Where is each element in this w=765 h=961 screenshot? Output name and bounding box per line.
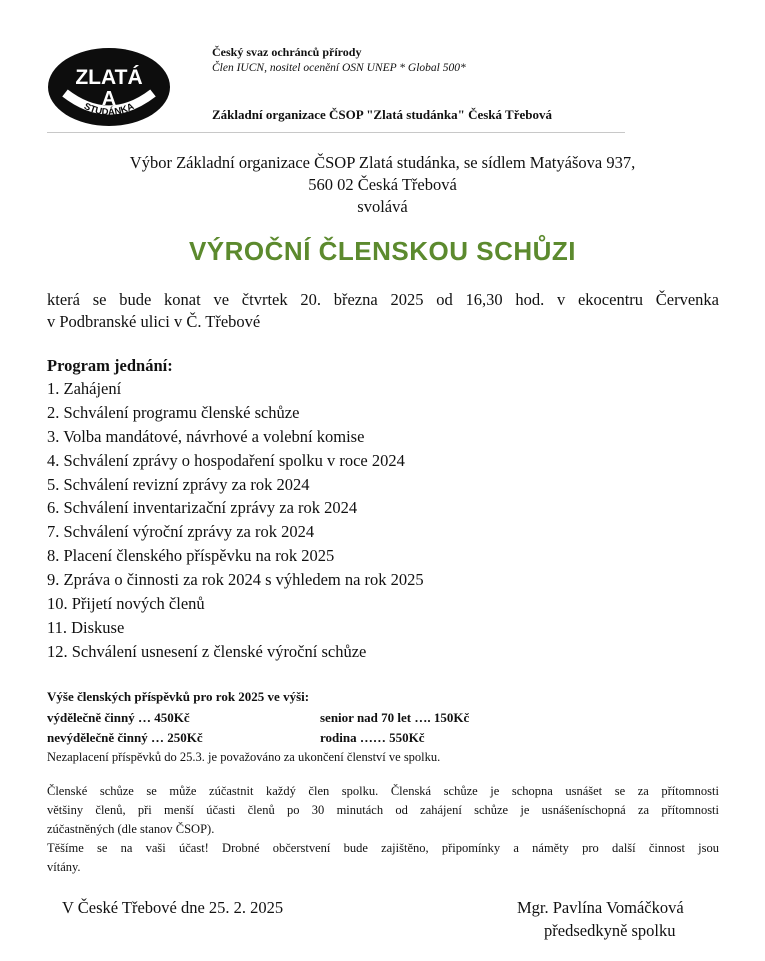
fee-earning: výdělečně činný … 450Kč <box>47 710 190 725</box>
program-item: 9. Zpráva o činnosti za rok 2024 s výhledem na rok 2025 <box>47 570 424 589</box>
signatory-role: předsedkyně spolku <box>544 921 676 940</box>
place-date: V České Třebové dne 25. 2. 2025 <box>62 898 284 917</box>
rules-line-4: Těšíme se na vaši účast! Drobné občerstvení bude zajištěno, připomínky a náměty pro další činnost jsou <box>47 841 719 855</box>
intro-line-3: svolává <box>357 197 408 216</box>
header-divider <box>47 132 625 133</box>
signatory-name: Mgr. Pavlína Vomáčková <box>517 898 684 917</box>
logo-word-top: ZLATÁ <box>75 66 143 89</box>
rules-line-1: Členské schůze se může zúčastnit každý člen spolku. Členská schůze je schopna usnášet se za přítomnosti <box>47 784 719 798</box>
rules-line-2: většiny členů, při menší účasti členů po 30 minutách od zahájení schůze je usnášeníschopná za přítomnosti <box>47 803 719 817</box>
meeting-info-line-2: v Podbranské ulici v Č. Třebové <box>47 312 261 331</box>
program-heading: Program jednání: <box>47 356 173 375</box>
program-item: 10. Přijetí nových členů <box>47 594 205 613</box>
meeting-info-line-1: která se bude konat ve čtvrtek 20. března 2025 od 16,30 hod. v ekocentru Červenka <box>47 290 719 309</box>
program-item: 2. Schválení programu členské schůze <box>47 403 300 422</box>
fees-note: Nezaplacení příspěvků do 25.3. je považováno za ukončení členství ve spolku. <box>47 750 441 764</box>
org-membership: Člen IUCN, nositel ocenění OSN UNEP * Global 500* <box>212 62 466 74</box>
logo-letter-mark: A <box>101 88 117 110</box>
rules-line-5: vítány. <box>47 860 81 874</box>
intro-line-2: 560 02 Česká Třebová <box>308 175 457 194</box>
program-item: 5. Schválení revizní zprávy za rok 2024 <box>47 475 310 494</box>
program-item: 8. Placení členského příspěvku na rok 2025 <box>47 546 335 565</box>
program-item: 6. Schválení inventarizační zprávy za rok 2024 <box>47 498 358 517</box>
org-name: Český svaz ochránců přírody <box>212 45 362 59</box>
program-item: 11. Diskuse <box>47 618 125 637</box>
program-item: 7. Schválení výroční zprávy za rok 2024 <box>47 522 315 541</box>
fee-family: rodina …… 550Kč <box>320 730 425 745</box>
org-branch: Základní organizace ČSOP "Zlatá studánka" Česká Třebová <box>212 107 552 122</box>
rules-line-3: zúčastněných (dle stanov ČSOP). <box>47 822 215 836</box>
fee-non-earning: nevýdělečně činný … 250Kč <box>47 730 203 745</box>
fee-senior: senior nad 70 let …. 150Kč <box>320 710 470 725</box>
intro-line-1: Výbor Základní organizace ČSOP Zlatá studánka, se sídlem Matyášova 937, <box>129 153 636 172</box>
logo-word-bottom: STUDÁNKA <box>82 101 136 119</box>
program-item: 4. Schválení zprávy o hospodaření spolku v roce 2024 <box>47 451 405 470</box>
document-title: VÝROČNÍ ČLENSKOU SCHŮZI <box>188 236 577 266</box>
zlata-studanka-logo <box>47 47 171 127</box>
fees-heading: Výše členských příspěvků pro rok 2025 ve výši: <box>47 689 310 704</box>
program-item: 3. Volba mandátové, návrhové a volební komise <box>47 427 365 446</box>
program-item: 12. Schválení usnesení z členské výroční schůze <box>47 642 367 661</box>
program-item: 1. Zahájení <box>47 379 122 398</box>
